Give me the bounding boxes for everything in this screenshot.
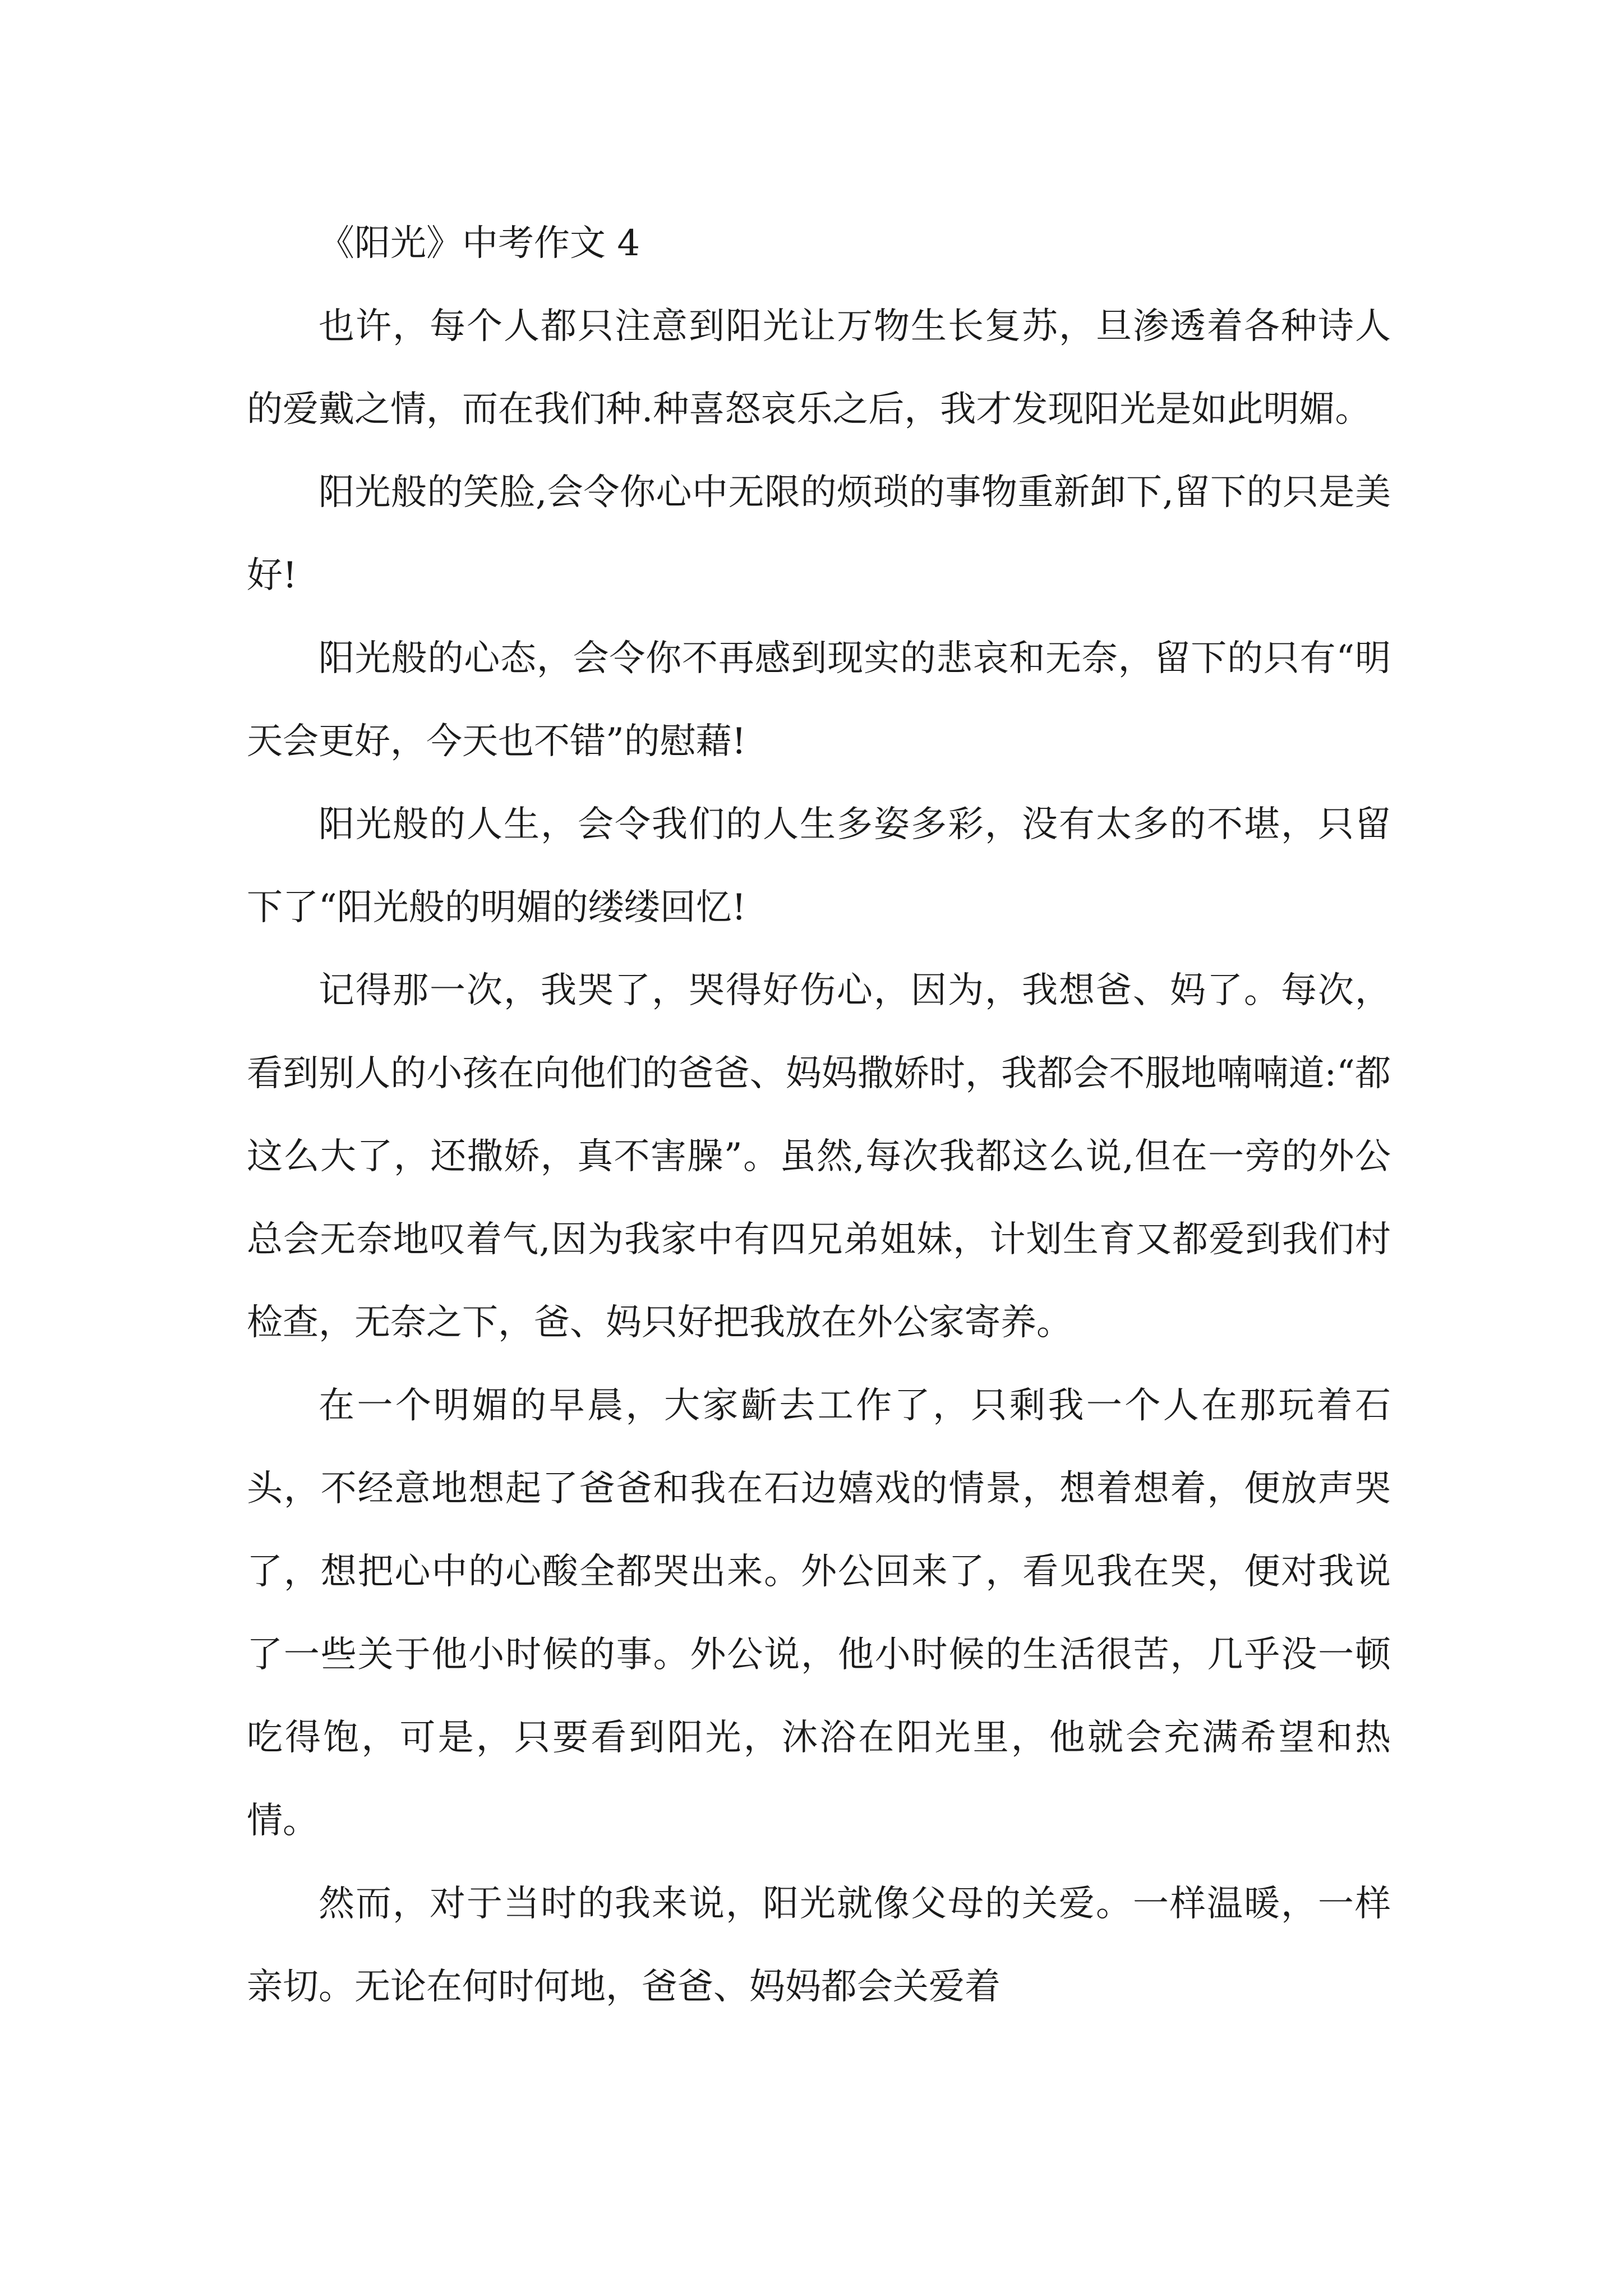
document-body bbox=[247, 202, 1391, 2028]
paragraph-6: 在一个明媚的早晨，大家齗去工作了，只剩我一个人在那玩着石头，不经意地想起了爸爸和我在石边嬉戏的情景，想着想着，便放声哭了，想把心中的心酸全都哭出来。外公回来了，看见我在哭，便对我说了一些关于他小时候的事。外公说，他小时候的生活很苦，几乎没一顿吃得饱，可是，只要看到阳光，沐浴在阳光里，他就会充满希望和热情。 bbox=[247, 1385, 1391, 1842]
paragraph-3: 阳光般的心态，会令你不再感到现实的悲哀和无奈，留下的只有“明天会更好，今天也不错”的慰藉! bbox=[247, 638, 1391, 762]
paragraph-2: 阳光般的笑脸,会令你心中无限的烦琐的事物重新卸下,留下的只是美好! bbox=[247, 472, 1391, 596]
paragraph-5: 记得那一次，我哭了，哭得好伤心，因为，我想爸、妈了。每次，看到别人的小孩在向他们的爸爸、妈妈撒娇时，我都会不服地喃喃道:“都这么大了，还撒娇，真不害臊”。虽然,每次我都这么说,但在一旁的外公总会无奈地叹着气,因为我家中有四兄弟姐妹，计划生育又都爱到我们村检查，无奈之下，爸、妈只好把我放在外公家寄养。 bbox=[247, 970, 1391, 1343]
paragraph-1: 也许，每个人都只注意到阳光让万物生长复苏，旦渗透着各种诗人的爱戴之情，而在我们种.种喜怒哀乐之后，我才发现阳光是如此明媚。 bbox=[247, 306, 1391, 430]
document-title: 《阳光》中考作文 4 bbox=[319, 223, 640, 264]
paragraph-4: 阳光般的人生，会令我们的人生多姿多彩，没有太多的不堪，只留下了“阳光般的明媚的缕缕回忆! bbox=[247, 804, 1391, 928]
paragraph-7: 然而，对于当时的我来说，阳光就像父母的关爱。一样温暖，一样亲切。无论在何时何地，爸爸、妈妈都会关爱着 bbox=[247, 1883, 1391, 2008]
